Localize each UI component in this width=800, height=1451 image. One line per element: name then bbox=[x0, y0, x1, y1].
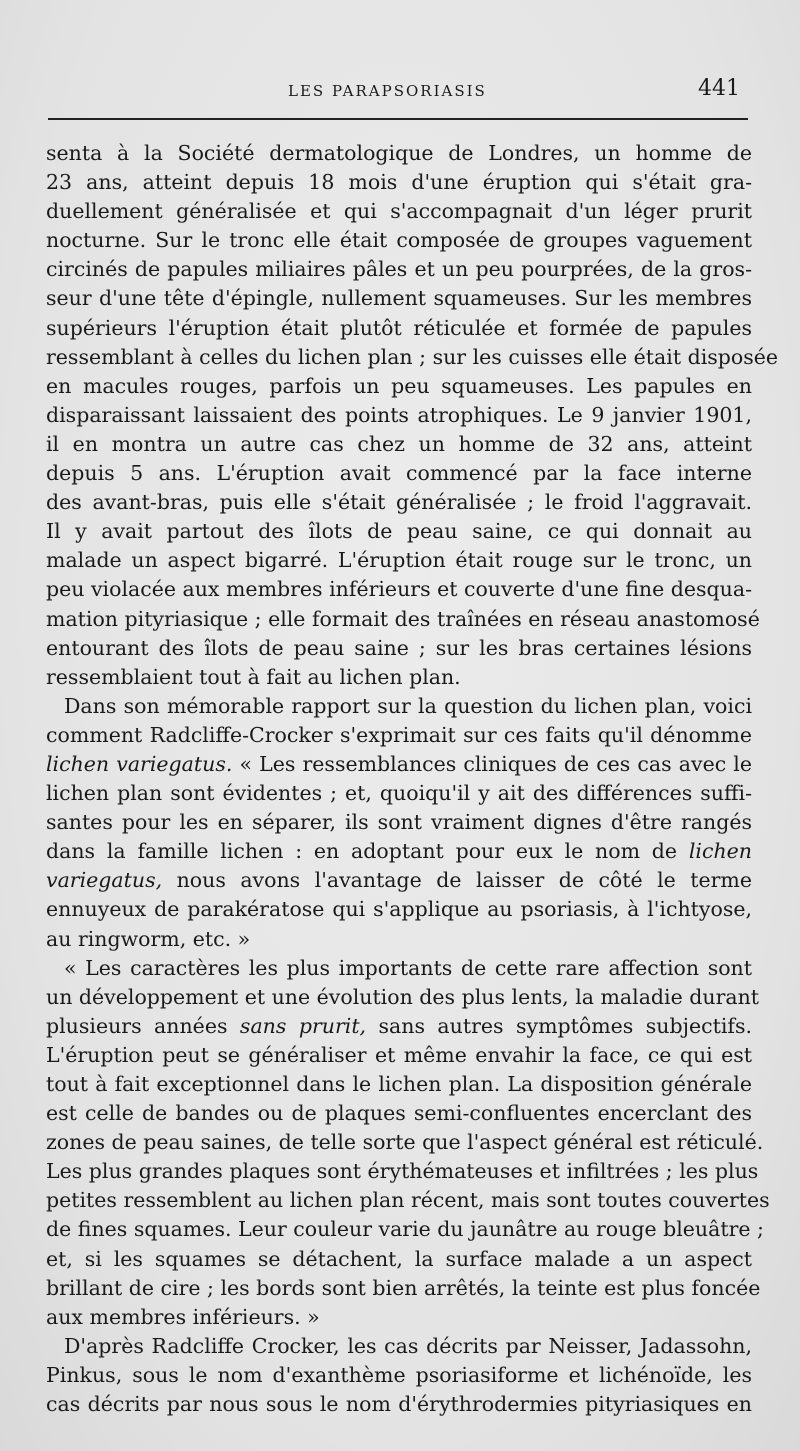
italic-term: variegatus, bbox=[46, 868, 163, 893]
text-line: supérieurs l'éruption était plutôt réticulée et formée de papules bbox=[46, 315, 752, 340]
text-line: Il y avait partout des îlots de peau saine, ce qui donnait au bbox=[46, 519, 752, 544]
text-line: L'éruption peut se généraliser et même envahir la face, ce qui est bbox=[46, 1042, 752, 1067]
text-line: tout à fait exceptionnel dans le lichen plan. La disposition générale bbox=[46, 1072, 752, 1096]
text-line: cas décrits par nous sous le nom d'érythrodermies pityriasiques en bbox=[46, 1392, 752, 1417]
text-line: 23 ans, atteint depuis 18 mois d'une éruption qui s'était gra- bbox=[46, 170, 752, 195]
header-rule bbox=[48, 118, 748, 120]
paragraph-end-line: aux membres inférieurs. » bbox=[46, 1304, 320, 1329]
paragraph-start-line: Dans son mémorable rapport sur la question du lichen plan, voici bbox=[64, 693, 752, 718]
text-line: santes pour les en séparer, ils sont vraiment dignes d'être rangés bbox=[46, 810, 752, 835]
body-text bbox=[46, 139, 779, 1419]
text-line: malade un aspect bigarré. L'éruption était rouge sur le tronc, un bbox=[46, 548, 752, 573]
text-line: circinés de papules miliaires pâles et un peu pourprées, de la gros- bbox=[46, 257, 752, 282]
text-line-with-italic bbox=[46, 837, 752, 866]
text-line: Pinkus, sous le nom d'exanthème psoriasiforme et lichénoïde, les bbox=[46, 1362, 752, 1387]
text-span: dans la famille lichen : en adoptant pour eux le nom de bbox=[46, 839, 689, 864]
paragraph-start-line: D'après Radcliffe Crocker, les cas décrits par Neisser, Jadassohn, bbox=[64, 1333, 752, 1358]
page-header bbox=[48, 78, 748, 108]
text-line: et, si les squames se détachent, la surface malade a un aspect bbox=[46, 1246, 752, 1271]
paragraph-start-line: « Les caractères les plus importants de cette rare affection sont bbox=[64, 955, 752, 980]
italic-term: lichen variegatus. bbox=[46, 751, 233, 776]
text-line: nocturne. Sur le tronc elle était composée de groupes vaguement bbox=[46, 228, 752, 253]
text-line: Les plus grandes plaques sont érythémateuses et infiltrées ; les plus bbox=[46, 1159, 759, 1184]
text-line-with-italic bbox=[46, 750, 752, 779]
text-line: lichen plan sont évidentes ; et, quoiqu'il y ait des différences suffi- bbox=[46, 781, 752, 806]
text-line: zones de peau saines, de telle sorte que l'aspect général est réticulé. bbox=[46, 1130, 764, 1155]
text-line: un développement et une évolution des plus lents, la maladie durant bbox=[46, 984, 760, 1009]
text-line: duellement généralisée et qui s'accompagnait d'un léger prurit bbox=[46, 199, 752, 224]
text-span: sans autres symptômes subjectifs. bbox=[366, 1013, 753, 1038]
text-line: brillant de cire ; les bords sont bien arrêtés, la teinte est plus foncée bbox=[46, 1275, 761, 1300]
text-line: depuis 5 ans. L'éruption avait commencé par la face interne bbox=[46, 461, 752, 486]
text-line-with-italic bbox=[46, 866, 752, 895]
text-line: en macules rouges, parfois un peu squameuses. Les papules en bbox=[46, 373, 752, 398]
text-line: ennuyeux de parakératose qui s'applique au psoriasis, à l'ichtyose, bbox=[46, 897, 752, 922]
text-line: peu violacée aux membres inférieurs et couverte d'une fine desqua- bbox=[46, 577, 752, 602]
italic-term: lichen bbox=[688, 839, 752, 864]
text-span: nous avons l'avantage de laisser de côté le terme bbox=[162, 868, 752, 893]
text-line: des avant-bras, puis elle s'était généralisée ; le froid l'aggravait. bbox=[46, 490, 752, 515]
text-line: est celle de bandes ou de plaques semi-confluentes encerclant des bbox=[46, 1101, 752, 1126]
text-line: petites ressemblent au lichen plan récent, mais sont toutes couvertes bbox=[46, 1188, 770, 1213]
text-line: entourant des îlots de peau saine ; sur les bras certaines lésions bbox=[46, 635, 752, 660]
text-span: plusieurs années bbox=[46, 1013, 240, 1038]
text-line: seur d'une tête d'épingle, nullement squameuses. Sur les membres bbox=[46, 286, 752, 311]
text-line: disparaissant laissaient des points atrophiques. Le 9 janvier 1901, bbox=[46, 402, 752, 427]
paragraph-end-line: au ringworm, etc. » bbox=[46, 926, 251, 951]
text-line: mation pityriasique ; elle formait des traînées en réseau anastomosé bbox=[46, 606, 760, 631]
running-title: LES PARAPSORIASIS bbox=[288, 82, 487, 100]
text-span: « Les ressemblances cliniques de ces cas avec le bbox=[232, 751, 752, 776]
text-line: il en montra un autre cas chez un homme de 32 ans, atteint bbox=[46, 431, 752, 456]
text-line-with-italic bbox=[46, 1012, 752, 1041]
italic-term: sans prurit, bbox=[239, 1013, 367, 1038]
text-line: senta à la Société dermatologique de Londres, un homme de bbox=[46, 141, 752, 165]
page-number: 441 bbox=[698, 76, 740, 101]
text-line: de fines squames. Leur couleur varie du jaunâtre au rouge bleuâtre ; bbox=[46, 1217, 764, 1242]
text-line: ressemblant à celles du lichen plan ; sur les cuisses elle était disposée bbox=[46, 344, 779, 369]
text-line: comment Radcliffe-Crocker s'exprimait sur ces faits qu'il dénomme bbox=[46, 722, 752, 747]
paragraph-end-line: ressemblaient tout à fait au lichen plan. bbox=[46, 664, 461, 689]
